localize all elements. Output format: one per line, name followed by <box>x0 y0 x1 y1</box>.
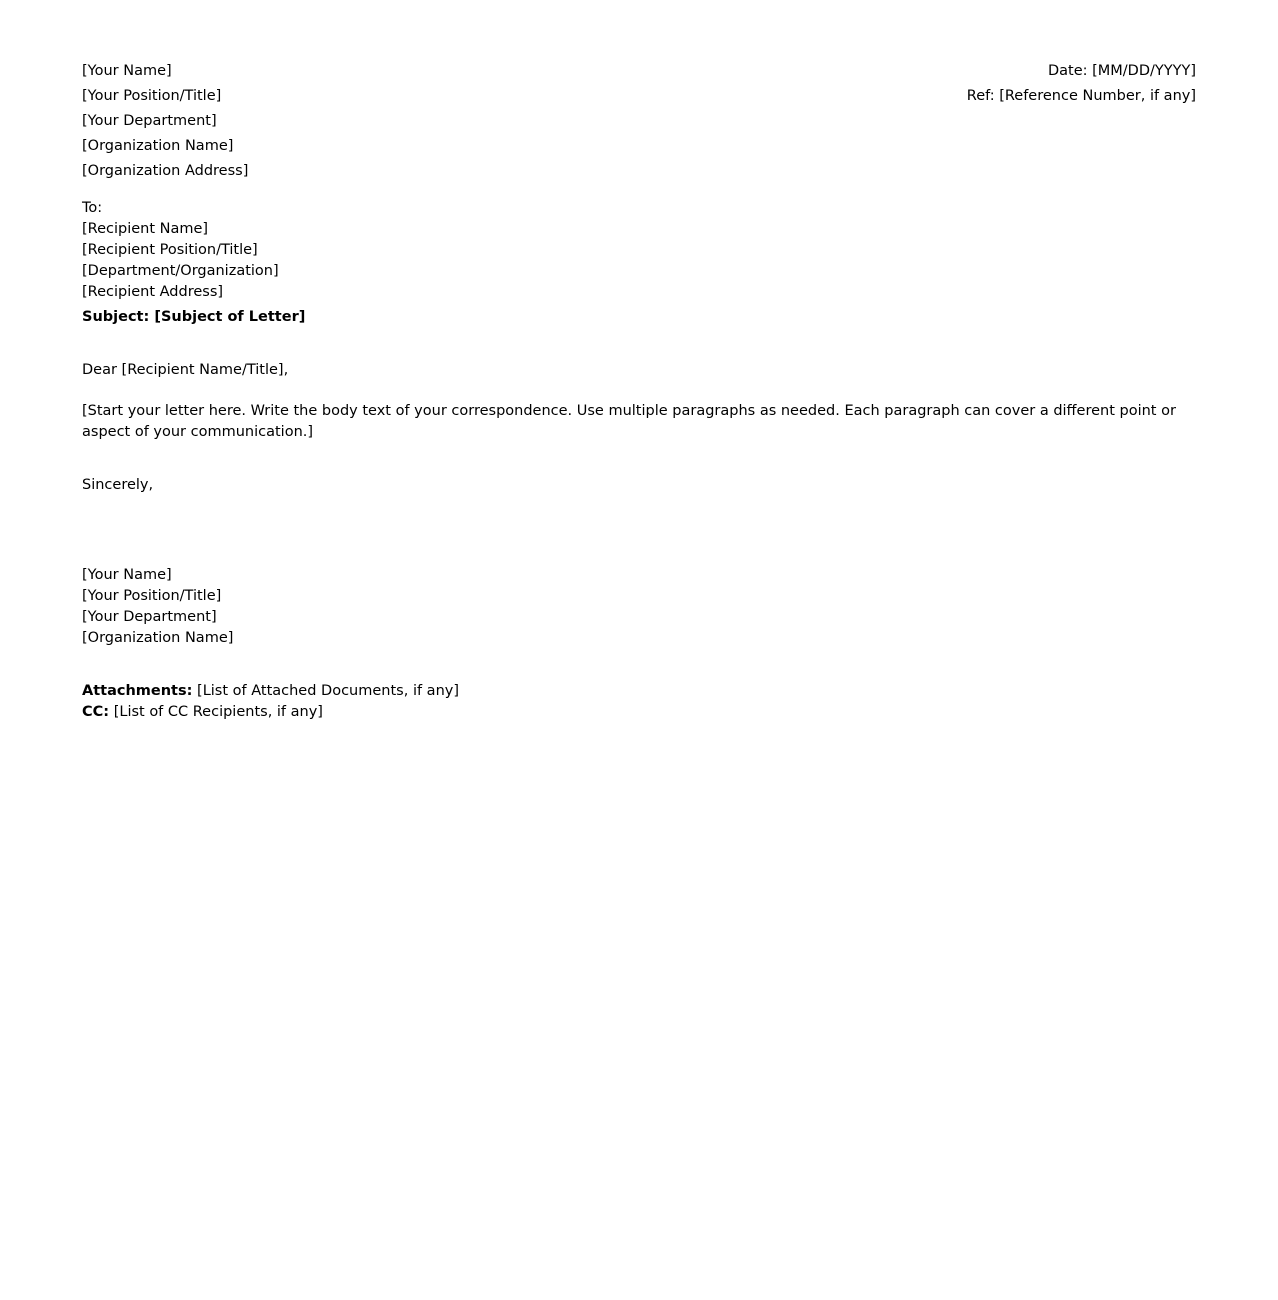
signature-organization: [Organization Name] <box>82 630 234 646</box>
cc-label: CC: <box>82 704 110 720</box>
meta-block <box>967 61 1196 111</box>
salutation: Dear [Recipient Name/Title], <box>82 362 289 378</box>
to-label: To: <box>82 200 103 216</box>
sender-organization: [Organization Name] <box>82 138 234 154</box>
attachments-value: [List of Attached Documents, if any] <box>192 683 459 699</box>
sender-name: [Your Name] <box>82 63 172 79</box>
attachments-label: Attachments: <box>82 683 193 699</box>
sender-position: [Your Position/Title] <box>82 88 222 104</box>
attachments-line <box>82 681 459 702</box>
recipient-block <box>82 198 279 303</box>
recipient-department: [Department/Organization] <box>82 263 279 279</box>
sender-address: [Organization Address] <box>82 163 249 179</box>
letter-date: Date: [MM/DD/YYYY] <box>1047 63 1196 79</box>
recipient-name: [Recipient Name] <box>82 221 209 237</box>
signature-block <box>82 565 233 649</box>
signature-department: [Your Department] <box>82 609 217 625</box>
letter-body: [Start your letter here. Write the body text of your correspondence. Use multiple paragraphs as needed. Each paragraph can cover a different point or aspect of your communication.] <box>82 403 1176 440</box>
closing: Sincerely, <box>82 477 154 493</box>
cc-line <box>82 702 459 723</box>
letter-reference: Ref: [Reference Number, if any] <box>966 88 1196 104</box>
signature-position: [Your Position/Title] <box>82 588 222 604</box>
sender-department: [Your Department] <box>82 113 217 129</box>
cc-value: [List of CC Recipients, if any] <box>109 704 323 720</box>
recipient-address: [Recipient Address] <box>82 284 224 300</box>
sender-block <box>82 61 248 186</box>
recipient-position: [Recipient Position/Title] <box>82 242 258 258</box>
signature-name: [Your Name] <box>82 567 172 583</box>
subject-line: Subject: [Subject of Letter] <box>82 309 306 325</box>
footer-block <box>82 681 459 723</box>
